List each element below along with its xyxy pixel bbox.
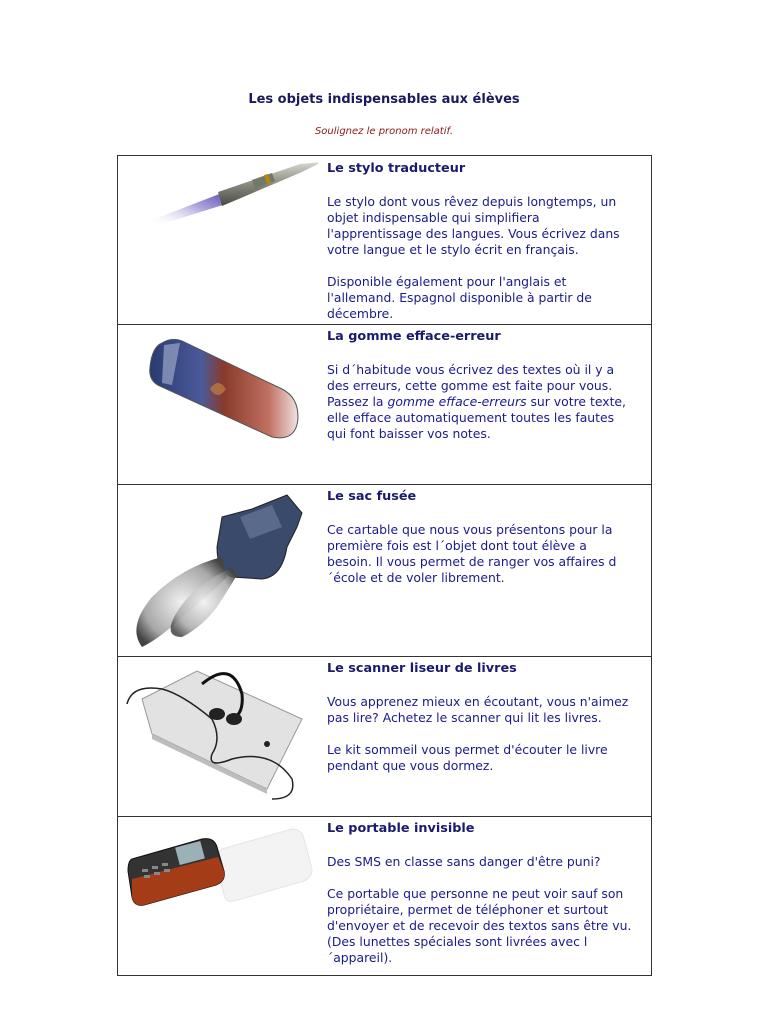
table-row-gomme [118, 325, 651, 485]
item-paragraph: Vous apprenez mieux en écoutant, vous n'aimez pas lire? Achetez le scanner qui lit les livres. [327, 694, 629, 725]
table-row-scanner [118, 657, 651, 817]
item-text [327, 329, 649, 458]
item-heading: Le scanner liseur de livres [327, 661, 517, 676]
item-paragraph: Ce portable que personne ne peut voir sauf son propriétaire, permet de téléphoner et surtout d'envoyer et de recevoir des textos sans être vu. (Des lunettes spéciales sont livrées avec l ´appareil). [327, 886, 632, 965]
paragraph-part: Si d´habitude vous écrivez des textes où il y a des erreurs, cette gomme est faite pour vous. Passez la [327, 362, 615, 409]
products-table [117, 155, 652, 976]
scanner-headphones-illustration [122, 659, 318, 809]
item-heading: Le sac fusée [327, 489, 417, 504]
item-text [327, 161, 649, 338]
mobile-phone-illustration [122, 819, 318, 919]
item-paragraph: Le stylo dont vous rêvez depuis longtemps, un objet indispensable qui simplifiera l'apprentissage des langues. Vous écrivez dans votre langue et le stylo écrit en français. [327, 194, 620, 257]
item-heading: La gomme efface-erreur [327, 329, 501, 344]
item-paragraph: Des SMS en classe sans danger d'être puni? [327, 854, 601, 869]
item-paragraph: Le kit sommeil vous permet d'écouter le livre pendant que vous dormez. [327, 742, 608, 773]
table-row-stylo [118, 156, 651, 325]
paragraph-part: sur votre texte, elle efface automatiquement toutes les fautes qui font baisser vos notes. [327, 394, 626, 441]
item-text [327, 821, 649, 982]
item-paragraph: Ce cartable que nous vous présentons pour la première fois est l´objet dont tout élève a besoin. Il vous permet de ranger vos affaires d ´école et de voler librement. [327, 522, 617, 585]
rocket-backpack-illustration [122, 487, 318, 655]
instruction: Soulignez le pronom relatif. [314, 126, 454, 137]
item-paragraph: Disponible également pour l'anglais et l'allemand. Espagnol disponible à partir de décembre. [327, 274, 592, 321]
item-text [327, 489, 649, 602]
item-heading: Le stylo traducteur [327, 161, 466, 176]
item-paragraph [327, 362, 649, 442]
pen-illustration [122, 158, 318, 323]
emphasis-term: gomme efface-erreurs [387, 394, 527, 409]
item-heading: Le portable invisible [327, 821, 475, 836]
table-row-sac [118, 485, 651, 657]
page-title: Les objets indispensables aux élèves [248, 92, 520, 107]
eraser-illustration [122, 327, 318, 477]
item-text [327, 661, 649, 790]
table-row-portable [118, 817, 651, 975]
